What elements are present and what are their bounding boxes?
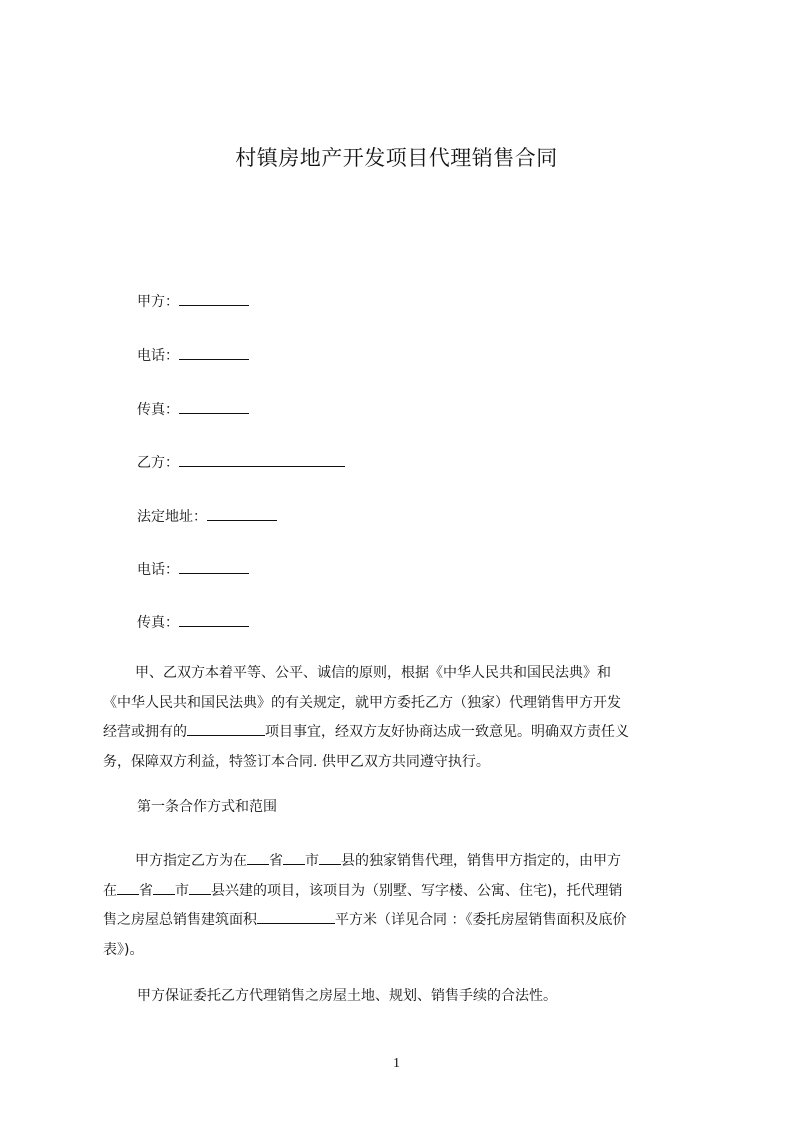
party-b-name-blank — [179, 453, 345, 467]
party-b-phone-field — [137, 560, 249, 579]
article-1-paragraph-1 — [103, 847, 715, 965]
article-1-line-1 — [103, 847, 715, 877]
article-1-line-3 — [103, 906, 715, 936]
party-a-fax-field — [137, 400, 249, 419]
preamble-paragraph — [103, 659, 715, 777]
article-1-heading: 第一条合作方式和范围 — [137, 799, 277, 815]
article-1-paragraph-2: 甲方保证委托乙方代理销售之房屋土地、规划、销售手续的合法性。 — [137, 988, 557, 1004]
party-a-name-label: 甲方： — [137, 294, 179, 310]
project-county-blank — [189, 881, 211, 895]
province-blank — [247, 851, 269, 865]
article-1-line-3-text-a: 售之房屋总销售建筑面积 — [103, 912, 257, 928]
party-b-address-field — [137, 507, 277, 526]
article-1-line-3-text-b: 平方米（详见合同 ：《委托房屋销售面积及底价 — [335, 912, 627, 928]
party-b-name-label: 乙方： — [137, 455, 179, 471]
article-1-line-4: 表》)。 — [103, 941, 144, 958]
party-b-phone-blank — [179, 560, 249, 574]
page-number: 1 — [393, 1056, 400, 1071]
article-1-line-1-text-b: 省 — [269, 853, 283, 869]
party-b-fax-label: 传真： — [137, 615, 179, 631]
project-city-blank — [153, 881, 175, 895]
article-1-line-2 — [103, 877, 715, 907]
party-b-phone-label: 电话： — [137, 562, 179, 578]
article-1-line-2-text-a: 在 — [103, 882, 117, 899]
preamble-line-3 — [103, 718, 715, 748]
party-b-fax-blank — [179, 613, 249, 627]
article-1-line-1-text-a: 甲方指定乙方为在 — [135, 853, 247, 869]
area-blank — [257, 910, 335, 924]
article-1-line-2-text-b: 省 — [139, 882, 153, 899]
city-blank — [283, 851, 305, 865]
county-blank — [319, 851, 341, 865]
preamble-line-3-end: 项目事宜，经双方友好协商达成一致意见。明确双方责任义 — [265, 724, 629, 740]
page-title: 村镇房地产开发项目代理销售合同 — [235, 146, 558, 170]
project-name-blank — [187, 722, 265, 736]
party-a-fax-label: 传真： — [137, 402, 179, 418]
project-province-blank — [117, 881, 139, 895]
party-a-fax-blank — [179, 400, 249, 414]
party-a-phone-blank — [179, 346, 249, 360]
party-b-name-field — [137, 453, 345, 472]
party-b-fax-field — [137, 613, 249, 632]
party-a-phone-label: 电话： — [137, 348, 179, 364]
article-1-line-2-text-c: 市 — [175, 882, 189, 899]
preamble-line-2: 《中华人民共和国民法典》的有关规定，就甲方委托乙方（独家）代理销售甲方开发 — [103, 694, 621, 711]
article-1-line-2-text-d: 县兴建的项目，该项目为（别墅、写字楼、公寓、住宅)，托代理销 — [211, 882, 623, 899]
preamble-line-1: 甲、乙双方本着平等、公平、诚信的原则，根据《中华人民共和国民法典》和 — [135, 665, 611, 681]
preamble-line-3-start: 经营或拥有的 — [103, 724, 187, 740]
party-b-address-label: 法定地址： — [137, 509, 207, 525]
article-1-line-1-text-d: 县的独家销售代理，销售甲方指定的，由甲方 — [341, 853, 621, 869]
article-1-line-1-text-c: 市 — [305, 853, 319, 869]
party-a-name-blank — [179, 292, 249, 306]
preamble-line-4: 务，保障双方利益，特签订本合同. 供甲乙双方共同遵守执行。 — [103, 753, 490, 770]
party-b-address-blank — [207, 507, 277, 521]
party-a-phone-field — [137, 346, 249, 365]
party-a-name-field — [137, 292, 249, 311]
